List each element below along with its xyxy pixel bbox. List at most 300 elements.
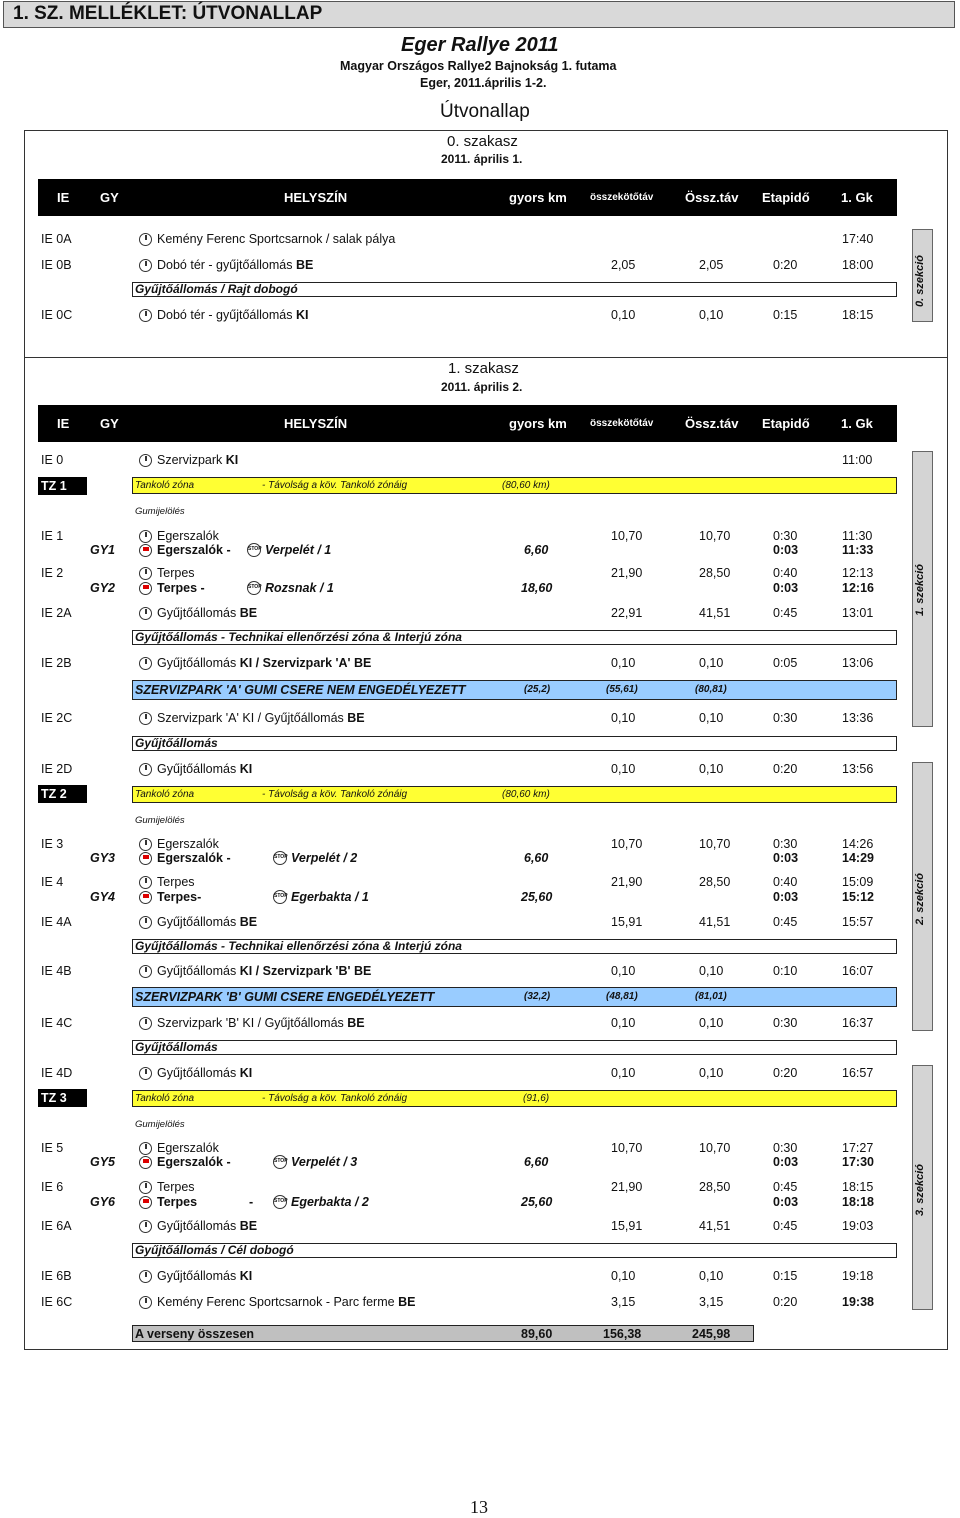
row-location (157, 232, 395, 246)
row-location-text: Szervizpark (157, 453, 226, 467)
clock-icon (139, 1142, 152, 1155)
row-ossz: 21,90 (611, 875, 643, 889)
row-gk: 15:09 (842, 875, 874, 889)
stage-dash: - (249, 1195, 254, 1209)
row-code: IE 1 (41, 529, 64, 543)
row-gk: 11:30 (842, 529, 873, 543)
stage-start: Terpes (157, 1195, 198, 1209)
stage-stop: Verpelét / 1 (265, 543, 332, 557)
row-location-text: Kemény Ferenc Sportcsarnok - Parc ferme (157, 1295, 399, 1309)
row-location-suffix: BE (239, 1219, 258, 1233)
side-label: 1. szekció (914, 564, 926, 616)
row-osszt: 0,10 (699, 308, 724, 322)
race-total-ossz: 156,38 (603, 1327, 642, 1341)
clock-icon (139, 1181, 152, 1194)
stage-km: 6,60 (524, 543, 549, 557)
clock-icon (139, 1067, 152, 1080)
info-box: Gyűjtőállomás - Technikai ellenőrzési zóna & Interjú zóna (132, 630, 897, 645)
info-box: Gyűjtőállomás / Rajt dobogó (132, 282, 897, 297)
row-ossz: 2,05 (611, 258, 636, 272)
row-ossz: 0,10 (611, 762, 636, 776)
row-osszt: 2,05 (699, 258, 724, 272)
championship-line: Magyar Országos Rallye2 Bajnokság 1. futama (340, 59, 617, 73)
refuel-zone-bar (132, 477, 897, 494)
row-location-suffix: BE (347, 711, 365, 725)
row-code: IE 0B (41, 258, 72, 272)
row-location (157, 875, 195, 889)
row-location (157, 1269, 252, 1283)
row-location-text: Gyűjtőállomás (157, 1269, 240, 1283)
clock-icon (139, 712, 152, 725)
side-label: 2. szekció (914, 873, 926, 925)
stage-start: Egerszalók - (157, 543, 231, 557)
row-code: IE 2C (41, 711, 73, 725)
clock-icon (139, 454, 152, 467)
row-location (157, 964, 371, 978)
col-etap: Etapidő (762, 416, 810, 431)
row-etap: 0:15 (773, 308, 798, 322)
clock-icon (139, 916, 152, 929)
row-location (157, 1295, 415, 1309)
row-location (157, 1016, 365, 1030)
row-location-suffix: KI (225, 453, 239, 467)
race-total-osszt: 245,98 (692, 1327, 731, 1341)
row-code: IE 5 (41, 1141, 64, 1155)
row-gk: 18:15 (842, 1180, 874, 1194)
clock-icon (139, 965, 152, 978)
side-label: 0. szekció (914, 255, 926, 307)
row-location-text: Szervizpark 'B' KI / Gyűjtőállomás (157, 1016, 348, 1030)
row-code: IE 4A (41, 915, 72, 929)
info-box: Gyűjtőállomás - Technikai ellenőrzési zóna & Interjú zóna (132, 939, 897, 954)
row-gk: 16:07 (842, 964, 874, 978)
row-code: IE 4C (41, 1016, 73, 1030)
service-park-value: (80,81) (695, 684, 727, 695)
row-location-suffix: BE (239, 606, 258, 620)
row-location (157, 1141, 219, 1155)
row-location-text: Gyűjtőállomás (157, 964, 240, 978)
flag-icon (139, 852, 152, 865)
refuel-zone-dist: - Távolság a köv. Tankoló zónáig (262, 789, 408, 800)
row-location-text: Szervizpark 'A' KI / Gyűjtőállomás (157, 711, 348, 725)
row-osszt: 28,50 (699, 875, 731, 889)
row-osszt: 0,10 (699, 1066, 724, 1080)
row-gk: 11:00 (842, 453, 873, 467)
col-osszt: Össz.táv (685, 190, 739, 205)
clock-icon (139, 530, 152, 543)
row-osszt: 0,10 (699, 762, 724, 776)
row-etap: 0:05 (773, 656, 798, 670)
col-ie: IE (57, 190, 70, 205)
clock-icon (139, 1017, 152, 1030)
row-code: IE 4B (41, 964, 72, 978)
annex-heading: 1. SZ. MELLÉKLET: ÚTVONALLAP (13, 3, 323, 24)
side-label: 3. szekció (914, 1164, 926, 1216)
row-ossz: 22,91 (611, 606, 643, 620)
row-gk: 18:00 (842, 258, 874, 272)
side-label-box (912, 1065, 933, 1310)
row-location-suffix: KI / Szervizpark 'A' BE (239, 656, 372, 670)
row-gk: 16:37 (842, 1016, 874, 1030)
row-ossz: 10,70 (611, 1141, 643, 1155)
row-gk: 13:36 (842, 711, 874, 725)
row-code: IE 0A (41, 232, 72, 246)
section-0-name: 0. szakasz (447, 133, 518, 150)
stage-stop: Rozsnak / 1 (265, 581, 334, 595)
stage-km: 6,60 (524, 1155, 549, 1169)
row-etap: 0:40 (773, 566, 798, 580)
row-gk: 13:01 (842, 606, 874, 620)
row-location-text: Gyűjtőállomás (157, 1066, 240, 1080)
refuel-zone-bar (132, 1090, 897, 1107)
side-label-box (912, 762, 933, 1031)
row-osszt: 28,50 (699, 566, 731, 580)
clock-icon (139, 233, 152, 246)
row-osszt: 10,70 (699, 837, 731, 851)
flag-icon (139, 1196, 152, 1209)
col-ie: IE (57, 416, 70, 431)
row-osszt: 0,10 (699, 1269, 724, 1283)
row-etap: 0:30 (773, 529, 798, 543)
stop-icon: STOP (247, 581, 261, 595)
col-gy: GY (100, 416, 119, 431)
refuel-zone-dist: - Távolság a köv. Tankoló zónáig (262, 1093, 408, 1104)
row-osszt: 41,51 (699, 915, 731, 929)
stage-start: Terpes- (157, 890, 202, 904)
row-code: IE 0 (41, 453, 64, 467)
race-total-gy: 89,60 (521, 1327, 553, 1341)
col-etap: Etapidő (762, 190, 810, 205)
row-code: IE 2D (41, 762, 73, 776)
row-ossz: 15,91 (611, 1219, 643, 1233)
section-divider (24, 357, 948, 358)
clock-icon (139, 1296, 152, 1309)
stage-gk: 11:33 (842, 543, 874, 557)
col-gk: 1. Gk (841, 190, 873, 205)
tz-label: TZ 3 (38, 1089, 87, 1107)
stage-etap: 0:03 (773, 1195, 799, 1209)
row-location (157, 711, 365, 725)
stage-stop: Egerbakta / 2 (291, 1195, 369, 1209)
row-location (157, 258, 313, 272)
row-location (157, 762, 252, 776)
clock-icon (139, 876, 152, 889)
row-ossz: 0,10 (611, 964, 636, 978)
stage-km: 25,60 (521, 1195, 553, 1209)
stage-etap: 0:03 (773, 1155, 799, 1169)
refuel-zone-km: (91,6) (523, 1093, 550, 1104)
row-ossz: 0,10 (611, 1066, 636, 1080)
row-location-text: Gyűjtőállomás (157, 915, 240, 929)
col-gk: 1. Gk (841, 416, 873, 431)
service-park-bar (132, 987, 897, 1007)
row-ossz: 15,91 (611, 915, 643, 929)
refuel-zone-name: Tankoló zóna (135, 1093, 195, 1104)
row-location (157, 837, 219, 851)
side-label-box (912, 451, 933, 727)
row-etap: 0:30 (773, 837, 798, 851)
row-location-text: Gyűjtőállomás (157, 606, 240, 620)
event-title: Eger Rallye 2011 (401, 34, 559, 56)
tz-label: TZ 2 (38, 785, 87, 803)
row-location-text: Dobó tér - gyűjtőállomás (157, 308, 296, 322)
row-location (157, 1180, 195, 1194)
clock-icon (139, 763, 152, 776)
refuel-zone-name: Tankoló zóna (135, 789, 195, 800)
section-1-date: 2011. április 2. (441, 380, 523, 394)
row-etap: 0:40 (773, 875, 798, 889)
document-title: Útvonallap (440, 101, 530, 122)
stage-etap: 0:03 (773, 581, 799, 595)
row-osszt: 0,10 (699, 656, 724, 670)
service-park-bar (132, 680, 897, 700)
stage-code: GY5 (90, 1155, 116, 1169)
row-ossz: 21,90 (611, 566, 643, 580)
stage-km: 18,60 (521, 581, 553, 595)
row-location-text: Gyűjtőállomás (157, 762, 240, 776)
row-osszt: 10,70 (699, 529, 731, 543)
stage-gk: 15:12 (842, 890, 874, 904)
stage-start: Egerszalók - (157, 851, 231, 865)
row-code: IE 6 (41, 1180, 64, 1194)
service-park-text: SZERVIZPARK 'A' GUMI CSERE NEM ENGEDÉLYEZETT (135, 683, 466, 697)
row-location (157, 915, 257, 929)
row-code: IE 6C (41, 1295, 73, 1309)
stage-gk: 14:29 (842, 851, 874, 865)
row-location-suffix: BE (239, 915, 258, 929)
row-location-text: Terpes (157, 875, 195, 889)
row-etap: 0:20 (773, 258, 798, 272)
row-osszt: 0,10 (699, 964, 724, 978)
col-ossz: összekötőtáv (590, 418, 654, 429)
flag-icon (139, 891, 152, 904)
info-box: Gyűjtőállomás (132, 736, 897, 751)
col-gyors: gyors km (509, 416, 567, 431)
row-etap: 0:30 (773, 1016, 798, 1030)
section-0-date: 2011. április 1. (441, 152, 523, 166)
row-code: IE 2A (41, 606, 72, 620)
row-gk: 16:57 (842, 1066, 874, 1080)
info-box: Gyűjtőállomás (132, 1040, 897, 1055)
row-location-text: Terpes (157, 1180, 195, 1194)
row-location-suffix: KI (295, 308, 309, 322)
row-location-text: Gyűjtőállomás (157, 656, 240, 670)
row-gk: 19:38 (842, 1295, 874, 1309)
stage-stop: Egerbakta / 1 (291, 890, 369, 904)
row-location (157, 656, 371, 670)
stage-code: GY6 (90, 1195, 116, 1209)
row-gk: 13:06 (842, 656, 874, 670)
col-ossz: összekötőtáv (590, 192, 654, 203)
row-ossz: 0,10 (611, 711, 636, 725)
row-location-text: Gyűjtőállomás (157, 1219, 240, 1233)
row-etap: 0:15 (773, 1269, 798, 1283)
service-park-text: SZERVIZPARK 'B' GUMI CSERE ENGEDÉLYEZETT (135, 990, 435, 1004)
row-location-text: Terpes (157, 566, 195, 580)
stage-km: 6,60 (524, 851, 549, 865)
row-etap: 0:45 (773, 606, 798, 620)
clock-icon (139, 1270, 152, 1283)
service-park-value: (55,61) (606, 684, 638, 695)
row-etap: 0:10 (773, 964, 798, 978)
service-park-value: (32,2) (524, 991, 551, 1002)
stage-start: Terpes - (157, 581, 205, 595)
row-gk: 12:13 (842, 566, 874, 580)
service-park-value: (81,01) (695, 991, 727, 1002)
stop-icon: STOP (273, 1195, 287, 1209)
row-etap: 0:45 (773, 1219, 798, 1233)
race-total-label: A verseny összesen (135, 1327, 255, 1341)
row-code: IE 2B (41, 656, 72, 670)
service-park-value: (25,2) (524, 684, 551, 695)
clock-icon (139, 1220, 152, 1233)
row-etap: 0:45 (773, 1180, 798, 1194)
row-gk: 19:03 (842, 1219, 874, 1233)
refuel-zone-bar (132, 786, 897, 803)
row-location-suffix: KI (239, 1066, 253, 1080)
clock-icon (139, 259, 152, 272)
row-location-suffix: KI (239, 762, 253, 776)
row-gk: 17:40 (842, 232, 874, 246)
refuel-zone-dist: - Távolság a köv. Tankoló zónáig (262, 480, 408, 491)
stop-icon: STOP (273, 851, 287, 865)
row-location-text: Egerszalók (157, 529, 219, 543)
info-box: Gyűjtőállomás / Cél dobogó (132, 1243, 897, 1258)
race-total-bar (132, 1325, 754, 1342)
tz-label: TZ 1 (38, 477, 87, 495)
clock-icon (139, 607, 152, 620)
row-location (157, 453, 238, 467)
row-gk: 15:57 (842, 915, 874, 929)
tyre-marking: Gumijelölés (135, 506, 185, 517)
row-etap: 0:30 (773, 711, 798, 725)
section-1-name: 1. szakasz (448, 360, 519, 377)
row-location-suffix: BE (398, 1295, 416, 1309)
row-etap: 0:20 (773, 1295, 798, 1309)
stage-code: GY3 (90, 851, 116, 865)
row-location (157, 566, 195, 580)
row-gk: 14:26 (842, 837, 874, 851)
row-location-suffix: KI / Szervizpark 'B' BE (239, 964, 372, 978)
row-ossz: 0,10 (611, 1269, 636, 1283)
stage-etap: 0:03 (773, 851, 799, 865)
stage-start: Egerszalók - (157, 1155, 231, 1169)
row-ossz: 10,70 (611, 529, 643, 543)
stage-gk: 17:30 (842, 1155, 874, 1169)
stage-etap: 0:03 (773, 543, 799, 557)
row-location (157, 606, 257, 620)
row-osszt: 41,51 (699, 1219, 731, 1233)
clock-icon (139, 657, 152, 670)
col-helyszin: HELYSZÍN (284, 416, 348, 431)
clock-icon (139, 567, 152, 580)
row-gk: 19:18 (842, 1269, 874, 1283)
row-code: IE 6A (41, 1219, 72, 1233)
stage-code: GY4 (90, 890, 116, 904)
row-location (157, 308, 308, 322)
stage-code: GY1 (90, 543, 116, 557)
place-date: Eger, 2011.április 1-2. (420, 76, 547, 90)
row-osszt: 41,51 (699, 606, 731, 620)
flag-icon (139, 544, 152, 557)
row-code: IE 4 (41, 875, 64, 889)
row-osszt: 3,15 (699, 1295, 724, 1309)
row-ossz: 0,10 (611, 656, 636, 670)
row-ossz: 3,15 (611, 1295, 636, 1309)
clock-icon (139, 838, 152, 851)
row-ossz: 10,70 (611, 837, 643, 851)
row-ossz: 0,10 (611, 1016, 636, 1030)
row-code: IE 6B (41, 1269, 72, 1283)
row-etap: 0:20 (773, 1066, 798, 1080)
side-label-box (912, 229, 933, 322)
tyre-marking: Gumijelölés (135, 815, 185, 826)
row-code: IE 2 (41, 566, 64, 580)
stop-icon: STOP (273, 890, 287, 904)
row-location (157, 1066, 252, 1080)
row-osszt: 10,70 (699, 1141, 731, 1155)
row-location-text: Egerszalók (157, 837, 219, 851)
row-etap: 0:20 (773, 762, 798, 776)
stop-icon: STOP (247, 543, 261, 557)
row-gk: 18:15 (842, 308, 874, 322)
row-location (157, 529, 219, 543)
table-header (38, 179, 897, 216)
row-location-text: Kemény Ferenc Sportcsarnok / salak pálya (157, 232, 396, 246)
stage-stop: Verpelét / 3 (291, 1155, 358, 1169)
col-osszt: Össz.táv (685, 416, 739, 431)
row-code: IE 3 (41, 837, 64, 851)
flag-icon (139, 1156, 152, 1169)
row-etap: 0:45 (773, 915, 798, 929)
row-code: IE 4D (41, 1066, 73, 1080)
stage-km: 25,60 (521, 890, 553, 904)
col-helyszin: HELYSZÍN (284, 190, 348, 205)
row-code: IE 0C (41, 308, 73, 322)
stage-etap: 0:03 (773, 890, 799, 904)
table-header (38, 405, 897, 442)
service-park-value: (48,81) (606, 991, 638, 1002)
row-location (157, 1219, 257, 1233)
stage-gk: 18:18 (842, 1195, 874, 1209)
tyre-marking: Gumijelölés (135, 1119, 185, 1130)
col-gy: GY (100, 190, 119, 205)
refuel-zone-name: Tankoló zóna (135, 480, 195, 491)
row-ossz: 0,10 (611, 308, 636, 322)
row-ossz: 21,90 (611, 1180, 643, 1194)
refuel-zone-km: (80,60 km) (502, 789, 550, 800)
row-osszt: 0,10 (699, 711, 724, 725)
row-location-text: Dobó tér - gyűjtőállomás (157, 258, 296, 272)
row-location-text: Egerszalók (157, 1141, 219, 1155)
row-etap: 0:30 (773, 1141, 798, 1155)
page-number: 13 (470, 1497, 488, 1517)
col-gyors: gyors km (509, 190, 567, 205)
refuel-zone-km: (80,60 km) (502, 480, 550, 491)
stage-code: GY2 (90, 581, 116, 595)
stage-stop: Verpelét / 2 (291, 851, 358, 865)
row-location-suffix: KI (239, 1269, 253, 1283)
row-gk: 13:56 (842, 762, 874, 776)
row-location-suffix: BE (295, 258, 314, 272)
row-osszt: 28,50 (699, 1180, 731, 1194)
flag-icon (139, 582, 152, 595)
stage-gk: 12:16 (842, 581, 874, 595)
row-gk: 17:27 (842, 1141, 874, 1155)
row-location-suffix: BE (347, 1016, 365, 1030)
row-osszt: 0,10 (699, 1016, 724, 1030)
stop-icon: STOP (273, 1155, 287, 1169)
